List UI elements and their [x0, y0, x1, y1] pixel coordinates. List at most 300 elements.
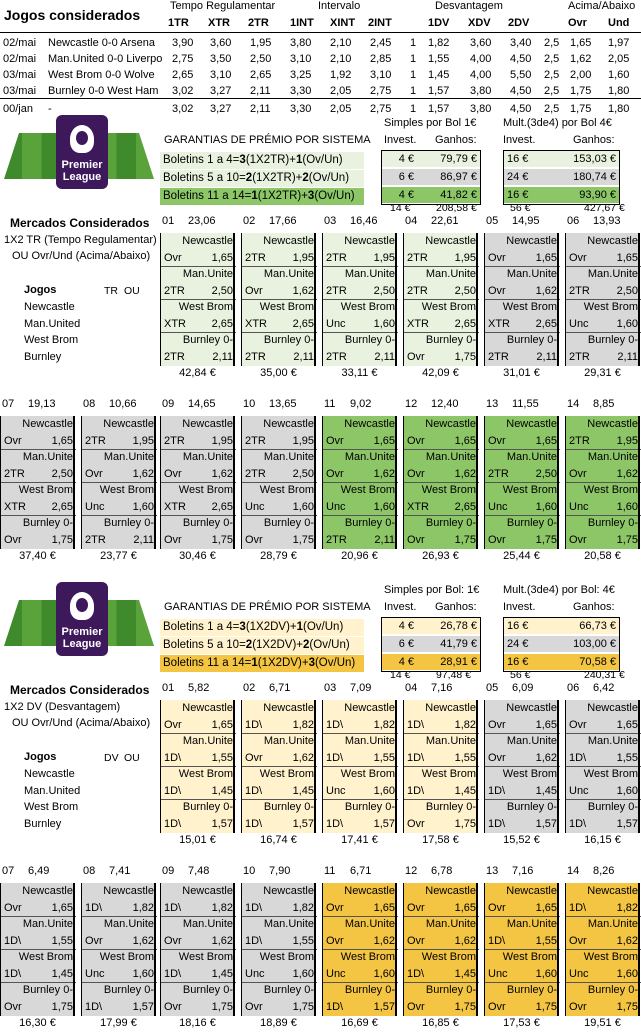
boletim-line	[161, 515, 236, 531]
simples-title: Simples por Bol 1€	[384, 117, 477, 129]
game-date: 02/mai	[3, 37, 37, 49]
boletim-number: 03	[324, 682, 337, 694]
garantia-mk2: (Ov/Un)	[308, 172, 350, 184]
boletim-team: Man.Unite	[263, 735, 314, 747]
boletim-line-odd: 1,55	[454, 751, 476, 764]
mercados-title: Mercados Considerados	[10, 683, 150, 697]
boletim-line	[566, 532, 641, 548]
boletim-market: 1D\	[245, 718, 263, 731]
boletim-market: Ovr	[488, 284, 506, 297]
boletim-market: Ovr	[407, 467, 425, 480]
game-odd: 2,5	[544, 37, 560, 49]
boletim-odd: 13,93	[593, 215, 621, 227]
boletim-line	[82, 900, 157, 916]
boletim-line	[566, 933, 641, 949]
boletim-line	[566, 966, 641, 982]
boletim-total: 17,58 €	[422, 834, 459, 846]
boletim-total: 20,96 €	[341, 550, 378, 562]
boletim-team: Burnley 0-	[587, 984, 638, 996]
boletim-market: 1D\	[164, 751, 182, 764]
game-odd: 2,50	[250, 53, 272, 65]
boletim-odd: 7,09	[350, 682, 372, 694]
premier-league-logo	[4, 582, 154, 662]
team-label: Man.United	[24, 784, 81, 797]
boletim-number: 11	[324, 865, 336, 877]
boletim-line	[485, 515, 560, 531]
boletim-team: Newcastle	[182, 885, 233, 897]
boletim-line	[485, 449, 560, 465]
boletim-number: 04	[405, 682, 418, 694]
boletim-team: Burnley 0-	[344, 517, 395, 529]
boletim-line-odd: 1,60	[535, 500, 557, 513]
game-odd: 3,02	[172, 103, 194, 115]
boletim-line	[404, 700, 479, 716]
boletim-total: 20,58 €	[584, 550, 621, 562]
boletim-line	[82, 482, 157, 498]
boletim-team: West Brom	[99, 484, 154, 496]
boletim-team: West Brom	[259, 301, 314, 313]
mult-total-ganhos: 240,31 €	[584, 669, 625, 681]
boletim-odd: 7,90	[269, 865, 291, 877]
boletim-line-odd: 1,45	[292, 784, 314, 797]
game-odd: 2,85	[370, 53, 392, 65]
game-odd: 2,05	[330, 85, 352, 97]
boletim-line	[566, 416, 641, 432]
boletim-line	[82, 966, 157, 982]
team-label: West Brom	[24, 801, 79, 813]
boletim-team: Man.Unite	[103, 451, 154, 463]
boletim-team: Burnley 0-	[425, 334, 476, 346]
boletim-line	[242, 883, 317, 899]
boletim-line-odd: 1,95	[211, 434, 233, 447]
boletim-line	[242, 283, 317, 299]
game-odd: 3,30	[290, 103, 312, 115]
boletim-line	[161, 433, 236, 449]
boletim-line	[242, 532, 317, 548]
boletim-line-odd: 2,65	[211, 317, 233, 330]
boletim-line	[485, 499, 560, 515]
boletim-team: West Brom	[18, 484, 73, 496]
boletim-line-odd: 1,60	[616, 784, 638, 797]
boletim-line	[1, 515, 76, 531]
boletim-line-odd: 1,57	[292, 817, 314, 830]
boletim-line	[323, 766, 398, 782]
boletim-total: 42,84 €	[179, 367, 216, 379]
logo-text-premier: Premier	[61, 626, 103, 638]
team-label: Newcastle	[24, 301, 75, 313]
boletim-team: Man.Unite	[182, 451, 233, 463]
boletim-line-odd: 1,55	[51, 934, 73, 947]
game-odd: 2,5	[544, 53, 560, 65]
mult-invest: 16 €	[507, 153, 529, 165]
boletim-number: 07	[2, 398, 15, 410]
boletim-line	[485, 416, 560, 432]
boletim-team: Newcastle	[506, 235, 557, 247]
boletim-line	[323, 999, 398, 1015]
boletim-line	[566, 266, 641, 282]
boletim-market: Ovr	[569, 467, 587, 480]
boletim-line	[566, 783, 641, 799]
boletim-line	[82, 883, 157, 899]
boletim-line	[161, 499, 236, 515]
mult-total-invest: 56 €	[510, 669, 531, 681]
simples-invest-label: Invest.	[384, 134, 417, 146]
game-odd: 3,60	[210, 37, 232, 49]
boletim-line	[485, 466, 560, 482]
boletim-line	[161, 799, 236, 815]
boletim-total: 15,01 €	[179, 834, 216, 846]
boletim-line	[404, 999, 479, 1015]
boletim-line-odd: 1,75	[535, 1000, 557, 1013]
boletim-odd: 19,13	[28, 398, 56, 410]
boletim-line	[566, 799, 641, 815]
boletim-line-odd: 1,57	[535, 817, 557, 830]
boletim-line	[404, 482, 479, 498]
boletim-line-odd: 1,57	[211, 817, 233, 830]
boletim-market: Ovr	[4, 901, 22, 914]
boletim-total: 16,69 €	[341, 1017, 378, 1029]
boletim-odd: 7,16	[431, 682, 453, 694]
boletim-total: 16,15 €	[584, 834, 621, 846]
group-intervalo: Intervalo	[318, 0, 361, 12]
boletim-line	[323, 482, 398, 498]
boletim-line-odd: 1,75	[454, 350, 476, 363]
jogos-label: Jogos	[24, 284, 57, 296]
game-odd: 3,27	[210, 85, 232, 97]
boletim-market: Ovr	[569, 718, 587, 731]
garantia-n2: 2	[302, 172, 309, 184]
boletim-market: 1D\	[164, 784, 182, 797]
simples-total-invest: 14 €	[390, 202, 411, 214]
garantia-n2: 1	[296, 621, 304, 633]
boletim-team: Man.Unite	[506, 451, 557, 463]
boletim-market: Ovr	[569, 251, 587, 264]
boletim-market: 1D\	[326, 751, 344, 764]
boletim-line	[1, 482, 76, 498]
boletim-odd: 6,78	[431, 865, 453, 877]
garantias-title: GARANTIAS DE PRÉMIO POR SISTEMA	[164, 601, 371, 613]
mult-ganhos: 103,00 €	[573, 638, 616, 650]
boletim-line	[566, 349, 641, 365]
boletim-line	[323, 966, 398, 982]
boletim-line	[161, 283, 236, 299]
boletim-team: Newcastle	[425, 702, 476, 714]
garantia-mk2: (Ov/Un)	[303, 621, 344, 633]
boletim-line-odd: 1,60	[292, 500, 314, 513]
boletim-line-odd: 1,95	[373, 251, 395, 264]
game-odd: 1	[410, 37, 417, 49]
boletim-line	[404, 966, 479, 982]
boletim-line	[1, 900, 76, 916]
boletim-market: Ovr	[407, 350, 425, 363]
garantia-text: Boletins 11 a 14=	[163, 657, 252, 669]
boletim-line	[323, 266, 398, 282]
boletim-line	[485, 250, 560, 266]
game-odd: 3,90	[172, 37, 194, 49]
boletim-market: Ovr	[164, 251, 182, 264]
boletim-line	[485, 916, 560, 932]
boletim-line	[323, 332, 398, 348]
simples-invest: 4 €	[398, 620, 414, 632]
mercado-1: 1X2 DV (Desvantagem)	[4, 701, 121, 713]
boletim-team: Man.Unite	[103, 918, 154, 930]
boletim-line	[485, 283, 560, 299]
garantia-text: Boletins 1 a 4=	[163, 621, 240, 633]
boletim-line	[404, 799, 479, 815]
boletim-line	[242, 449, 317, 465]
boletim-line	[161, 717, 236, 733]
game-odd: 1,75	[570, 85, 592, 97]
garantia-line	[160, 152, 364, 169]
col-header-2dv: 2DV	[508, 17, 530, 29]
boletim-line-odd: 2,50	[535, 467, 557, 480]
boletim-team: Burnley 0-	[22, 517, 73, 529]
mult-ganhos: 93,90 €	[579, 189, 616, 201]
boletim-line-odd: 1,60	[132, 500, 154, 513]
boletim-total: 18,89 €	[260, 1017, 297, 1029]
simples-title: Simples por Bol: 1€	[384, 584, 480, 596]
boletim-line	[161, 316, 236, 332]
boletim-team: Newcastle	[22, 885, 73, 897]
boletim-line	[323, 700, 398, 716]
boletim-team: West Brom	[178, 768, 233, 780]
boletim-line	[404, 982, 479, 998]
garantia-line	[160, 637, 364, 654]
simples-total-invest: 14 €	[390, 669, 411, 681]
boletim-line-odd: 1,55	[616, 751, 638, 764]
simples-ganhos: 79,79 €	[440, 153, 477, 165]
boletim-market: Ovr	[407, 533, 425, 546]
boletim-line	[242, 482, 317, 498]
garantia-line	[160, 170, 364, 187]
boletim-market: 1D\	[326, 817, 344, 830]
boletim-line	[566, 332, 641, 348]
boletim-market: Unc	[326, 317, 346, 330]
boletim-line-odd: 1,75	[211, 533, 233, 546]
boletim-line	[404, 883, 479, 899]
boletim-line-odd: 1,65	[373, 901, 395, 914]
game-odd: 2,45	[370, 37, 392, 49]
boletim-market: Ovr	[4, 533, 22, 546]
boletim-card	[403, 233, 478, 366]
garantia-mk2: (Ov/Un)	[314, 190, 355, 202]
boletim-number: 13	[486, 398, 499, 410]
game-odd: 3,50	[210, 53, 232, 65]
mult-title: Mult.(3de4) por Bol: 4€	[503, 584, 615, 596]
boletim-card	[241, 700, 316, 833]
game-odd: 1	[410, 103, 417, 115]
col-header-xdv: XDV	[468, 17, 491, 29]
game-odd: 2,75	[370, 85, 392, 97]
boletim-line	[566, 482, 641, 498]
boletim-line-odd: 1,65	[616, 251, 638, 264]
game-odd: 1,95	[250, 37, 272, 49]
boletim-line	[404, 349, 479, 365]
garantia-line	[160, 655, 364, 672]
boletim-team: Newcastle	[344, 702, 395, 714]
game-name: Burnley 0-0 West Ham	[48, 85, 159, 97]
mult-ganhos: 70,58 €	[579, 656, 616, 668]
boletim-market: 2TR	[245, 434, 266, 447]
garantia-line	[160, 619, 364, 636]
mult-row	[504, 187, 619, 203]
boletim-line	[82, 982, 157, 998]
boletim-total: 15,52 €	[503, 834, 540, 846]
boletim-line	[485, 733, 560, 749]
boletim-line	[404, 433, 479, 449]
boletim-line-odd: 1,62	[373, 467, 395, 480]
col-header-1int: 1INT	[290, 17, 314, 29]
game-odd: 3,02	[172, 85, 194, 97]
boletim-card	[484, 416, 559, 549]
col-header-1dv: 1DV	[428, 17, 450, 29]
boletim-line-odd: 1,60	[132, 967, 154, 980]
boletim-line	[242, 750, 317, 766]
boletim-team: Man.Unite	[425, 735, 476, 747]
boletim-line	[323, 733, 398, 749]
boletim-market: Ovr	[326, 901, 344, 914]
boletim-line	[242, 466, 317, 482]
boletim-line	[161, 966, 236, 982]
boletim-market: Ovr	[488, 533, 506, 546]
boletim-line	[404, 316, 479, 332]
boletim-total: 18,16 €	[179, 1017, 216, 1029]
boletim-line	[82, 466, 157, 482]
boletim-line	[323, 916, 398, 932]
boletim-line	[404, 499, 479, 515]
game-name: Man.United 0-0 Liverpo	[48, 53, 162, 65]
boletim-card	[81, 883, 156, 1016]
boletim-line	[323, 515, 398, 531]
boletim-market: Ovr	[164, 718, 182, 731]
boletim-team: Newcastle	[22, 418, 73, 430]
simples-row	[382, 151, 480, 167]
boletim-team: Burnley 0-	[344, 334, 395, 346]
boletim-line	[404, 466, 479, 482]
game-odd: 1,55	[428, 53, 450, 65]
boletim-line-odd: 2,65	[535, 317, 557, 330]
game-odd: 3,80	[470, 85, 492, 97]
boletim-line	[566, 999, 641, 1015]
boletim-team: Man.Unite	[263, 451, 314, 463]
boletim-line	[404, 933, 479, 949]
team-label: West Brom	[24, 334, 79, 346]
boletim-line	[404, 783, 479, 799]
col-header-ovr: Ovr	[568, 17, 587, 29]
boletim-line-odd: 1,62	[132, 467, 154, 480]
boletim-line-odd: 1,65	[373, 434, 395, 447]
boletim-team: Burnley 0-	[103, 517, 154, 529]
boletim-market: 2TR	[326, 533, 347, 546]
mult-row	[504, 151, 619, 167]
boletim-card	[484, 700, 559, 833]
simples-row	[382, 636, 480, 652]
boletim-team: Burnley 0-	[587, 334, 638, 346]
boletim-team: Man.Unite	[587, 268, 638, 280]
garantia-n2: 3	[307, 190, 315, 202]
garantia-text: Boletins 5 a 10=	[163, 639, 246, 651]
boletim-line	[566, 717, 641, 733]
game-odd: 2,00	[570, 69, 592, 81]
boletim-line	[566, 515, 641, 531]
garantia-mk2: (Ov/Un)	[302, 154, 343, 166]
boletim-line	[242, 816, 317, 832]
mult-ganhos: 180,74 €	[573, 171, 616, 183]
game-odd: 1,92	[330, 69, 352, 81]
boletim-line-odd: 1,95	[292, 434, 314, 447]
team-label: Newcastle	[24, 768, 75, 780]
boletim-market: Ovr	[85, 934, 103, 947]
mult-row	[504, 654, 619, 670]
boletim-team: Man.Unite	[344, 268, 395, 280]
logo-text-league: League	[62, 171, 102, 183]
game-name: West Brom 0-0 Wolve	[48, 69, 155, 81]
boletim-market: Ovr	[569, 934, 587, 947]
boletim-market: 1D\	[488, 817, 506, 830]
boletim-team: Man.Unite	[344, 918, 395, 930]
boletim-line-odd: 1,45	[211, 967, 233, 980]
boletim-card	[322, 700, 397, 833]
boletim-team: Newcastle	[587, 235, 638, 247]
garantia-n1: 1	[251, 657, 258, 669]
boletim-odd: 9,02	[350, 398, 372, 410]
boletim-line	[242, 982, 317, 998]
game-odd: 4,50	[510, 103, 532, 115]
boletim-line	[1, 883, 76, 899]
boletim-line	[161, 900, 236, 916]
boletim-team: Newcastle	[263, 885, 314, 897]
game-odd: 1,65	[570, 37, 592, 49]
boletim-team: Burnley 0-	[182, 801, 233, 813]
boletim-odd: 5,82	[188, 682, 210, 694]
game-odd: 3,10	[210, 69, 232, 81]
boletim-line	[404, 916, 479, 932]
game-odd: 2,05	[608, 53, 630, 65]
boletim-line-odd: 1,62	[616, 467, 638, 480]
boletim-market: Unc	[488, 967, 508, 980]
boletim-team: Newcastle	[103, 885, 154, 897]
boletim-team: Burnley 0-	[344, 984, 395, 996]
game-odd: 3,10	[370, 69, 392, 81]
boletim-line	[566, 466, 641, 482]
boletim-line-odd: 1,45	[535, 784, 557, 797]
boletim-line-odd: 2,65	[292, 317, 314, 330]
boletim-line	[485, 783, 560, 799]
boletim-market: Unc	[85, 967, 105, 980]
boletim-line	[485, 949, 560, 965]
simples-invest: 4 €	[398, 153, 414, 165]
boletim-team: West Brom	[178, 951, 233, 963]
boletim-number: 08	[83, 398, 96, 410]
boletim-odd: 8,26	[593, 865, 615, 877]
mercado-2: OU Ovr/Und (Acima/Abaixo)	[12, 250, 151, 262]
boletim-line	[566, 499, 641, 515]
garantia-n1: 2	[245, 639, 253, 651]
boletim-team: West Brom	[99, 951, 154, 963]
boletim-line	[242, 966, 317, 982]
boletim-line	[566, 900, 641, 916]
boletim-line	[1, 449, 76, 465]
col-header-und: Und	[608, 17, 630, 29]
boletim-line	[82, 499, 157, 515]
boletim-line	[242, 717, 317, 733]
boletim-line-odd: 1,75	[535, 533, 557, 546]
boletim-line	[485, 999, 560, 1015]
garantia-n1: 2	[245, 172, 253, 184]
boletim-line	[1, 433, 76, 449]
boletim-number: 09	[162, 865, 175, 877]
boletim-line	[485, 233, 560, 249]
